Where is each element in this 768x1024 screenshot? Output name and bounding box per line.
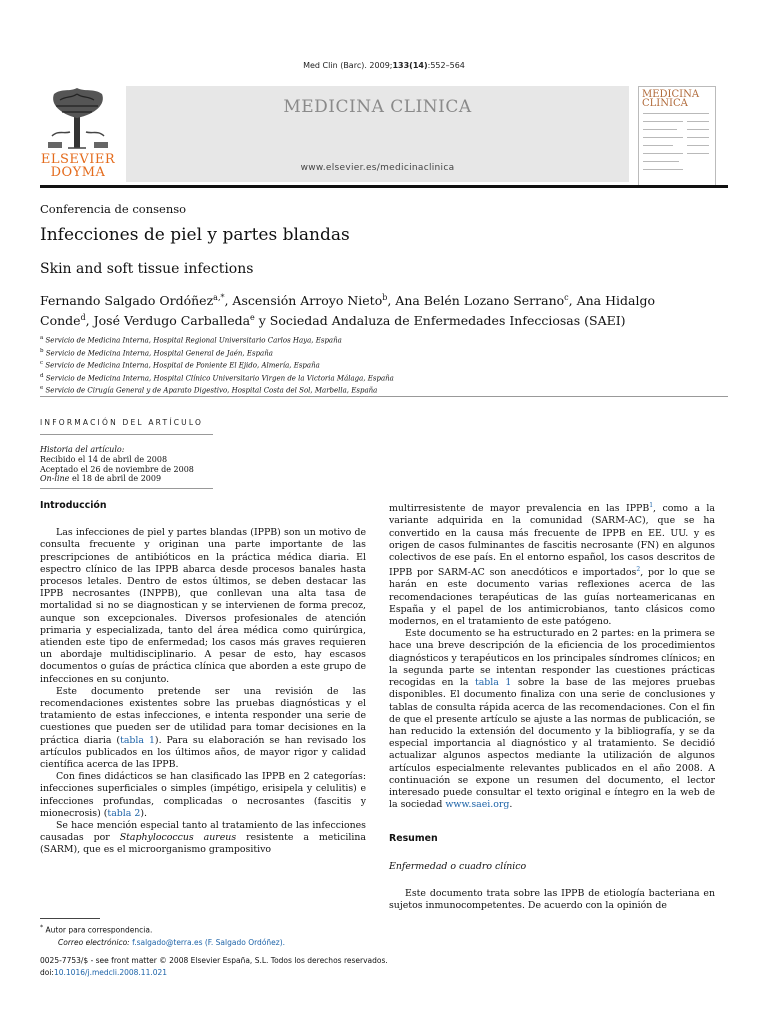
author-name: Fernando Salgado Ordóñez — [40, 293, 214, 309]
cover-text-line — [643, 169, 683, 170]
article-info-heading: INFORMACIÓN DEL ARTÍCULO — [40, 418, 204, 427]
author-name: , Ascensión Arroyo Nieto — [224, 293, 383, 309]
article-history — [40, 445, 194, 484]
footnote-rule — [40, 918, 100, 919]
info-rule — [40, 488, 213, 489]
cover-text-line — [643, 145, 673, 146]
table-link[interactable]: tabla 1 — [474, 677, 512, 689]
author-name: y Sociedad Andaluza de Enfermedades Infecciosas (SAEI) — [254, 313, 626, 329]
cover-text-line — [687, 121, 709, 122]
paragraph: Se hace mención especial tanto al tratamiento de las infecciones causadas por Staphylococcus aureus resistente a meticilina (SARM), que es el microorganismo grampositivo — [40, 820, 366, 856]
journal-cover-thumbnail — [638, 86, 716, 186]
issn-line: 0025-7753/$ - see front matter © 2008 Elsevier España, S.L. Todos los derechos reservados. — [40, 956, 388, 965]
elsevier-logo — [40, 86, 116, 184]
subheading: Enfermedad o cuadro clínico — [389, 860, 527, 872]
table-link[interactable]: tabla 1 — [120, 734, 155, 746]
paragraph: Este documento se ha estructurado en 2 partes: en la primera se hace una breve descripción de la eficiencia de los procedimientos diagnósticos y terapéuticos en los principales síndromes clínicos; en la segunda parte se intentan responder las cuestiones prácticas recogidas en la tabla 1 sobre la base de las mejores pruebas disponibles. El documento finaliza con una serie de conclusiones y tablas de consulta rápida acerca de las recomendaciones. Con el fin de que el presente artículo se ajuste a las normas de publicación, se han reducido la extensión del documento y la bibliografía, y se da especial importancia al diagnóstico y al tratamiento. Se decidió actualizar algunos aspectos mediante la utilización de algunos artículos especialmente relevantes publicados en el año 2008. A continuación se expone un resumen del documento, el lector interesado puede consultar el texto original e íntegro en la web de la sociedad www.saei.org. — [389, 628, 716, 811]
journal-banner — [126, 86, 629, 182]
cover-text-line — [643, 161, 679, 162]
received-date: Recibido el 14 de abril de 2008 — [40, 454, 168, 464]
paragraph: Este documento trata sobre las IPPB de etiología bacteriana en sujetos inmunocompetentes. De acuerdo con la opinión de — [389, 887, 715, 911]
affiliation-item: $^d$ Servicio de Medicina Interna, Hospital Clínico Universitario Virgen de la Victoria Málaga, España — [40, 372, 394, 382]
author-affil-mark: a,* — [213, 293, 225, 302]
cover-text-line — [643, 137, 683, 138]
cover-text-line — [643, 129, 677, 130]
cover-divider — [643, 113, 709, 114]
paragraph: Con fines didácticos se han clasificado las IPPB en 2 categorías: infecciones superficiales o simples (impétigo, erisipela y celulitis) e infecciones profundas, complicadas o necrosantes (fascitis y mionecrosis) (tabla 2). — [40, 771, 366, 819]
affiliation-item: $^c$ Servicio de Medicina Interna, Hospital de Poniente El Ejido, Almería, España — [40, 360, 320, 370]
author-list — [40, 289, 730, 329]
section-rule — [40, 396, 728, 397]
info-rule — [40, 434, 213, 435]
cover-text-line — [687, 137, 709, 138]
affiliation-item: $^e$ Servicio de Cirugía General y de Aparato Digestivo, Hospital Costa del Sol, Marbella, España — [40, 385, 378, 395]
article-section: Conferencia de consenso — [40, 202, 187, 216]
doi-link[interactable]: 10.1016/j.medcli.2008.11.021 — [53, 968, 168, 977]
cover-title — [642, 90, 699, 108]
society-url-link[interactable]: www.saei.org — [445, 799, 510, 811]
header-rule — [40, 185, 728, 188]
affiliations — [40, 333, 730, 396]
author-name: Conde — [40, 313, 81, 329]
affiliation-item: $^a$ Servicio de Medicina Interna, Hospital Regional Universitario Carlos Haya, España — [40, 335, 342, 345]
body-column-right — [389, 500, 715, 912]
cover-text-line — [643, 121, 683, 122]
article-title: Infecciones de piel y partes blandas — [40, 225, 350, 245]
affiliation-item: $^b$ Servicio de Medicina Interna, Hospital General de Jaén, España — [40, 347, 273, 357]
history-label: Historia del artículo: — [40, 445, 125, 454]
cover-text-line — [687, 153, 709, 154]
article-title-english: Skin and soft tissue infections — [40, 261, 254, 277]
author-affil-mark: c — [564, 293, 569, 302]
author-email-link[interactable]: f.salgado@terra.es — [132, 937, 203, 947]
journal-citation: Med Clin (Barc). 2009;133(14):552–564 — [303, 61, 465, 70]
author-name: , Ana Belén Lozano Serrano — [387, 293, 565, 309]
doi-line: doi:10.1016/j.medcli.2008.11.021 — [40, 968, 168, 977]
reference-link[interactable]: 1 — [649, 502, 654, 509]
reference-link[interactable]: 2 — [636, 566, 641, 574]
author-name: , José Verdugo Carballeda — [85, 313, 251, 329]
publisher-line-2: DOYMA — [50, 165, 106, 180]
paragraph: multirresistente de mayor prevalencia en las IPPB$^1$, como a la variante adquirida en la comunidad (SARM-AC), que se ha convertido en la causa más frecuente de IPPB en EE. UU. y es origen de casos fulminantes de fascitis necrosante (FN) en algunos colectivos de ese país. En el entorno español, los casos descritos de IPPB por SARM-AC son anecdóticos e importados$^2$, por lo que se harán en este documento varias reflexiones acerca de las recomendaciones terapéuticas de las guías norteamericanas en España y el papel de los antimicrobianos, tanto clásicos como modernos, en el tratamiento de este patógeno. — [389, 502, 716, 628]
table-link[interactable]: tabla 2 — [107, 807, 141, 819]
paragraph: Las infecciones de piel y partes blandas (IPPB) son un motivo de consulta frecuente y originan una parte importante de las prescripciones de antibióticos en la práctica médica diaria. El espectro clínico de las IPPB abarca desde procesos banales hasta procesos letales. Dentro de estos últimos, se deben destacar las IPPB necrosantes (INPPB), que conllevan una alta tasa de mortalidad si no se diagnostican y se intervienen de forma precoz, aunque son excepcionales. Diversos profesionales de atención primaria y especializada, tanto del área médica como quirúrgica, atienden este tipo de enfermedad; los casos más graves requieren un abordaje multidisciplinario. A pesar de esto, hay escasos documentos o guías de práctica clínica que aborden a este grupo de infecciones en su conjunto. — [40, 527, 366, 685]
publisher-name — [40, 153, 116, 179]
author-affil-mark: b — [382, 293, 388, 302]
paragraph: Este documento pretende ser una revisión de las recomendaciones existentes sobre las pruebas diagnósticas y el tratamiento de estas infecciones, e intenta responder una serie de cuestiones que pueden ser de utilidad para tomar decisiones en la práctica diaria (tabla 1). Para su elaboración se han revisado los artículos publicados en los últimos años, de mayor rigor y calidad científica acerca de las IPPB. — [40, 685, 366, 771]
cover-text-line — [687, 145, 709, 146]
author-name: , Ana Hidalgo — [568, 293, 655, 309]
cover-title-line-1: MEDICINA — [642, 89, 700, 100]
publisher-line-1: ELSEVIER — [40, 152, 116, 167]
section-heading-resumen: Resumen — [389, 833, 438, 845]
author-affil-mark: d — [80, 313, 86, 323]
online-date: On-line el 18 de abril de 2009 — [40, 474, 162, 484]
section-heading-introduccion: Introducción — [40, 500, 107, 511]
author-affil-mark: e — [250, 313, 255, 323]
correspondence-footnote: * Autor para correspondencia. Correo electrónico: f.salgado@terra.es (F. Salgado Ordóñez). — [40, 924, 286, 947]
cover-title-line-2: CLINICA — [642, 98, 688, 109]
journal-url[interactable]: www.elsevier.es/medicinaclinica — [300, 163, 455, 173]
accepted-date: Aceptado el 26 de noviembre de 2008 — [40, 464, 194, 474]
elsevier-tree-icon — [40, 86, 116, 152]
copyright-block — [40, 955, 388, 979]
body-column-left — [40, 500, 366, 857]
cover-text-line — [643, 153, 683, 154]
journal-title: MEDICINA CLINICA — [283, 97, 472, 117]
cover-text-line — [687, 129, 709, 130]
